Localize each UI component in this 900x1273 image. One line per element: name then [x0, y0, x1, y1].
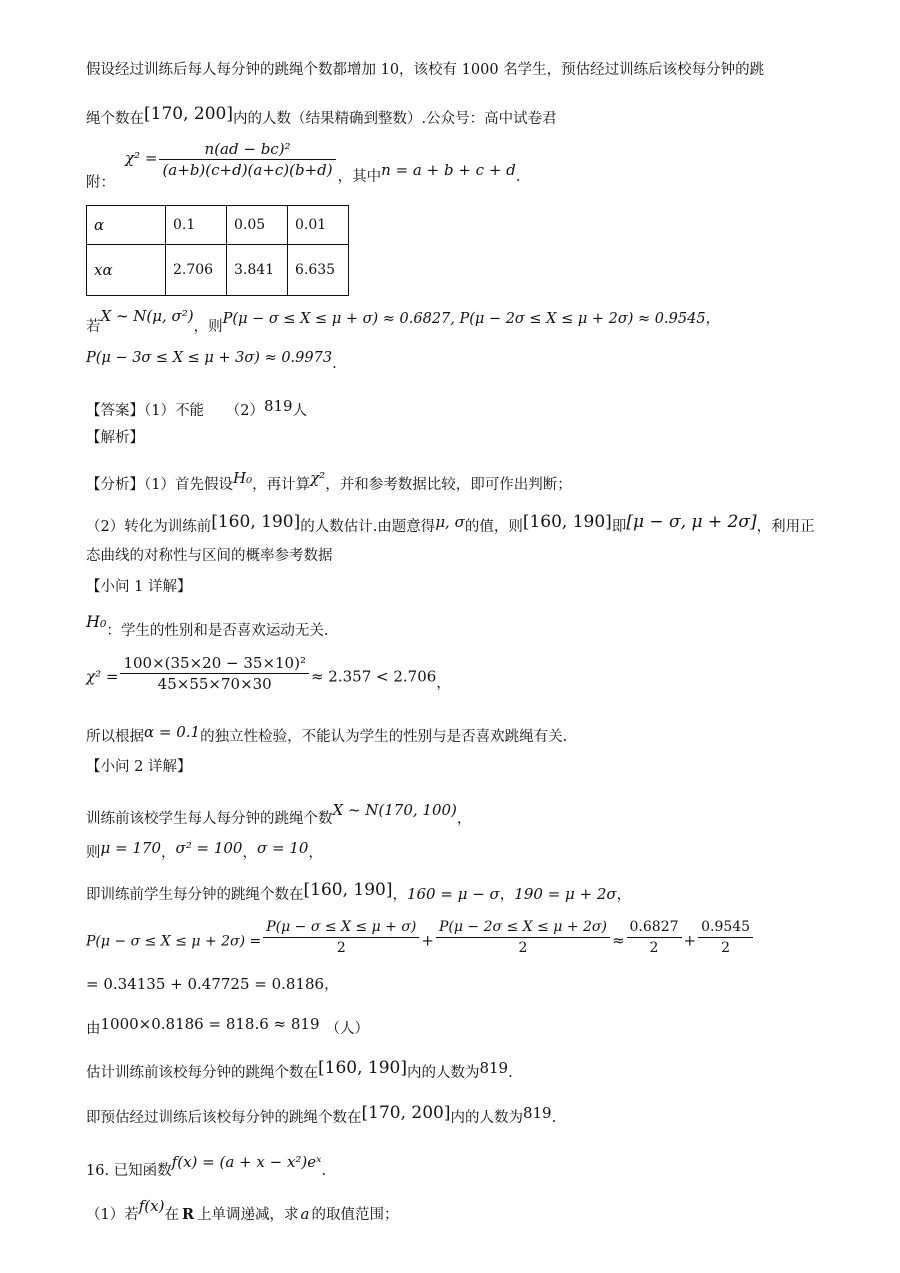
text: 即训练前学生每分钟的跳绳个数在 [86, 887, 304, 903]
text: ，则 [193, 319, 223, 335]
critical-value-table [86, 205, 349, 296]
value-fraction [698, 918, 753, 957]
math-function: f(x) = (a + x − x²)eˣ [171, 1153, 322, 1171]
fraction-denominator: (a+b)(c+d)(a+c)(b+d) [162, 161, 333, 179]
formula-lhs: P(μ − σ ≤ X ≤ μ + 2σ) = [86, 933, 262, 950]
fraction-denominator: 2 [336, 940, 346, 956]
math-interval: [160, 190] [318, 1058, 407, 1078]
text-line [86, 722, 567, 747]
text: 【答案】（1）不能 （2） [86, 403, 264, 419]
question-line [86, 1196, 398, 1225]
table-cell: 0.01 [288, 206, 349, 245]
fraction-numerator: 100×(35×20 − 35×10)² [120, 654, 309, 674]
formula-lhs: χ² = [86, 667, 119, 686]
text: 由 [86, 1021, 101, 1037]
math: 819 [479, 1059, 509, 1077]
text: 训练前该校学生每人每分钟的跳绳个数 [86, 811, 333, 827]
text: 的人数估计.由题意得 [300, 519, 436, 535]
math: X ~ N(μ, σ²) [100, 307, 194, 325]
text-line: 态曲线的对称性与区间的概率参考数据 [86, 548, 333, 564]
text: ：学生的性别和是否喜欢运动无关. [106, 623, 329, 639]
fraction-denominator: 2 [721, 940, 731, 956]
formula-line [86, 918, 755, 968]
section-heading: 【小问 1 详解】 [86, 579, 192, 595]
text: （2）转化为训练前 [86, 519, 212, 535]
formula-n: n = a + b + c + d [381, 161, 516, 179]
math: μ, σ [435, 513, 465, 531]
text: ， [392, 887, 407, 903]
math: X ~ N(170, 100) [332, 801, 457, 819]
text: 16. 已知函数 [86, 1163, 172, 1179]
math: 819 [263, 397, 293, 415]
text-line [86, 1103, 556, 1128]
math: 160 = μ − σ [406, 885, 500, 903]
math-interval: [170, 200] [361, 1103, 451, 1123]
probability-fraction [436, 918, 610, 957]
text: . [508, 1065, 513, 1081]
probability-fraction [263, 918, 419, 957]
text: 的取值范围； [311, 1207, 399, 1223]
label: 附： [86, 175, 115, 191]
math: σ² = 100 [175, 839, 243, 857]
text: ，其中 [337, 169, 382, 185]
formula-lhs: χ² = [125, 149, 158, 167]
fraction-numerator: 0.6827 [627, 918, 682, 938]
text: （人） [325, 1021, 370, 1037]
math: f(x) [138, 1197, 165, 1215]
text: 的独立性检验，不能认为学生的性别与是否喜欢跳绳有关. [200, 729, 568, 745]
text: ， [324, 977, 339, 993]
text: 内的人数（结果精确到整数）.公众号：高中试卷君 [232, 111, 557, 127]
fraction-numerator: P(μ − 2σ ≤ X ≤ μ + 2σ) [436, 918, 610, 938]
math-interval: [μ − σ, μ + 2σ] [626, 512, 757, 532]
table-row [87, 245, 349, 296]
text: 则 [86, 845, 101, 861]
text: . [332, 356, 337, 372]
text: ， [160, 845, 176, 861]
fraction-numerator: 0.9545 [698, 918, 753, 938]
table-cell: 6.635 [288, 245, 349, 296]
table-row [87, 206, 349, 245]
text-line [86, 512, 815, 537]
text: . [515, 169, 521, 185]
fraction-numerator: P(μ − σ ≤ X ≤ μ + σ) [263, 918, 419, 938]
text: 即 [611, 519, 627, 535]
question-line [86, 1152, 326, 1181]
fraction-denominator: 2 [649, 940, 659, 956]
operator: + [421, 931, 434, 950]
text: 【分析】（1）首先假设 [86, 477, 233, 493]
text: ， [616, 887, 632, 903]
text-line [86, 468, 572, 495]
value-fraction [627, 918, 682, 957]
text: ，再计算 [252, 477, 311, 493]
text-line [86, 306, 720, 337]
formula-line [86, 654, 451, 704]
text: 的值，则 [464, 519, 523, 535]
text: 在 [164, 1207, 179, 1223]
text: 估计训练前该校每分钟的跳绳个数在 [86, 1065, 318, 1081]
operator: + [683, 931, 697, 950]
text-line [86, 1014, 369, 1039]
math: σ = 10 [256, 839, 309, 857]
operator: ≈ [611, 931, 625, 950]
math-interval: [160, 190] [522, 512, 612, 532]
text: 上单调递减，求 [197, 1207, 299, 1223]
math: χ² [310, 469, 326, 487]
math: 819 [522, 1104, 552, 1122]
math: P(μ − σ ≤ X ≤ μ + σ) ≈ 0.6827, P(μ − 2σ ≤ X ≤ μ + 2σ) ≈ 0.9545 [222, 311, 706, 327]
text: ， [456, 811, 472, 827]
math: P(μ − 3σ ≤ X ≤ μ + 3σ) ≈ 0.9973 [86, 350, 333, 366]
section-heading: 【解析】 [86, 430, 144, 446]
text-line [86, 974, 339, 995]
text: ，并和参考数据比较，即可作出判断； [325, 477, 572, 493]
table-cell: 3.841 [227, 245, 288, 296]
formula-line [86, 140, 521, 191]
text-line [86, 104, 557, 129]
answer-line [86, 396, 307, 421]
math: μ = 170 [100, 839, 161, 857]
text: 所以根据 [86, 729, 144, 745]
text-line: 假设经过训练后每人每分钟的跳绳个数都增加 10，该校有 1000 名学生，预估经过训练后该校每分钟的跳 [86, 62, 765, 78]
table-cell: 0.1 [166, 206, 227, 245]
math: H₀ [86, 612, 107, 631]
math-interval: [160, 190] [303, 880, 393, 900]
table-cell: 0.05 [227, 206, 288, 245]
math: α = 0.1 [144, 723, 201, 741]
fraction-denominator: 45×55×70×30 [157, 675, 272, 693]
text: ， [436, 675, 451, 692]
text: （1）若 [86, 1207, 139, 1223]
text-line [86, 348, 337, 374]
text: 若 [86, 319, 101, 335]
text: ， [705, 311, 721, 327]
math-interval: [170, 200] [144, 104, 233, 124]
chi-square-calc-fraction [120, 654, 309, 693]
text: ， [308, 845, 323, 861]
text-line [86, 1058, 513, 1083]
text-line [86, 880, 631, 905]
table-cell: 2.706 [166, 245, 227, 296]
table-cell: xα [87, 245, 166, 296]
math: 190 = μ + 2σ [514, 885, 617, 903]
text-line [86, 612, 328, 641]
text: ， [499, 887, 515, 903]
math: 1000×0.8186 = 818.6 ≈ 819 [100, 1015, 320, 1033]
text: ，利用正 [756, 519, 815, 535]
table-cell: α [87, 206, 166, 245]
text: 人 [292, 403, 308, 419]
math: H₀ [232, 469, 253, 487]
section-heading: 【小问 2 详解】 [86, 759, 192, 775]
math: ≈ 2.357 < 2.706 [310, 667, 437, 686]
fraction-denominator: 2 [518, 940, 528, 956]
chi-square-fraction [159, 140, 335, 179]
text: . [551, 1110, 557, 1126]
text: . [321, 1163, 327, 1179]
text: ， [242, 845, 257, 861]
text: 绳个数在 [86, 111, 144, 127]
text: 即预估经过训练后该校每分钟的跳绳个数在 [86, 1110, 362, 1126]
math: a [300, 1205, 310, 1223]
math-interval: [160, 190] [211, 512, 301, 532]
text: 内的人数为 [406, 1065, 480, 1081]
text-line [86, 800, 471, 829]
text: 内的人数为 [450, 1110, 523, 1126]
fraction-numerator: n(ad − bc)² [159, 140, 335, 160]
math-bold: R [181, 1206, 195, 1223]
text-line [86, 838, 323, 863]
math: = 0.34135 + 0.47725 = 0.8186 [86, 975, 325, 993]
